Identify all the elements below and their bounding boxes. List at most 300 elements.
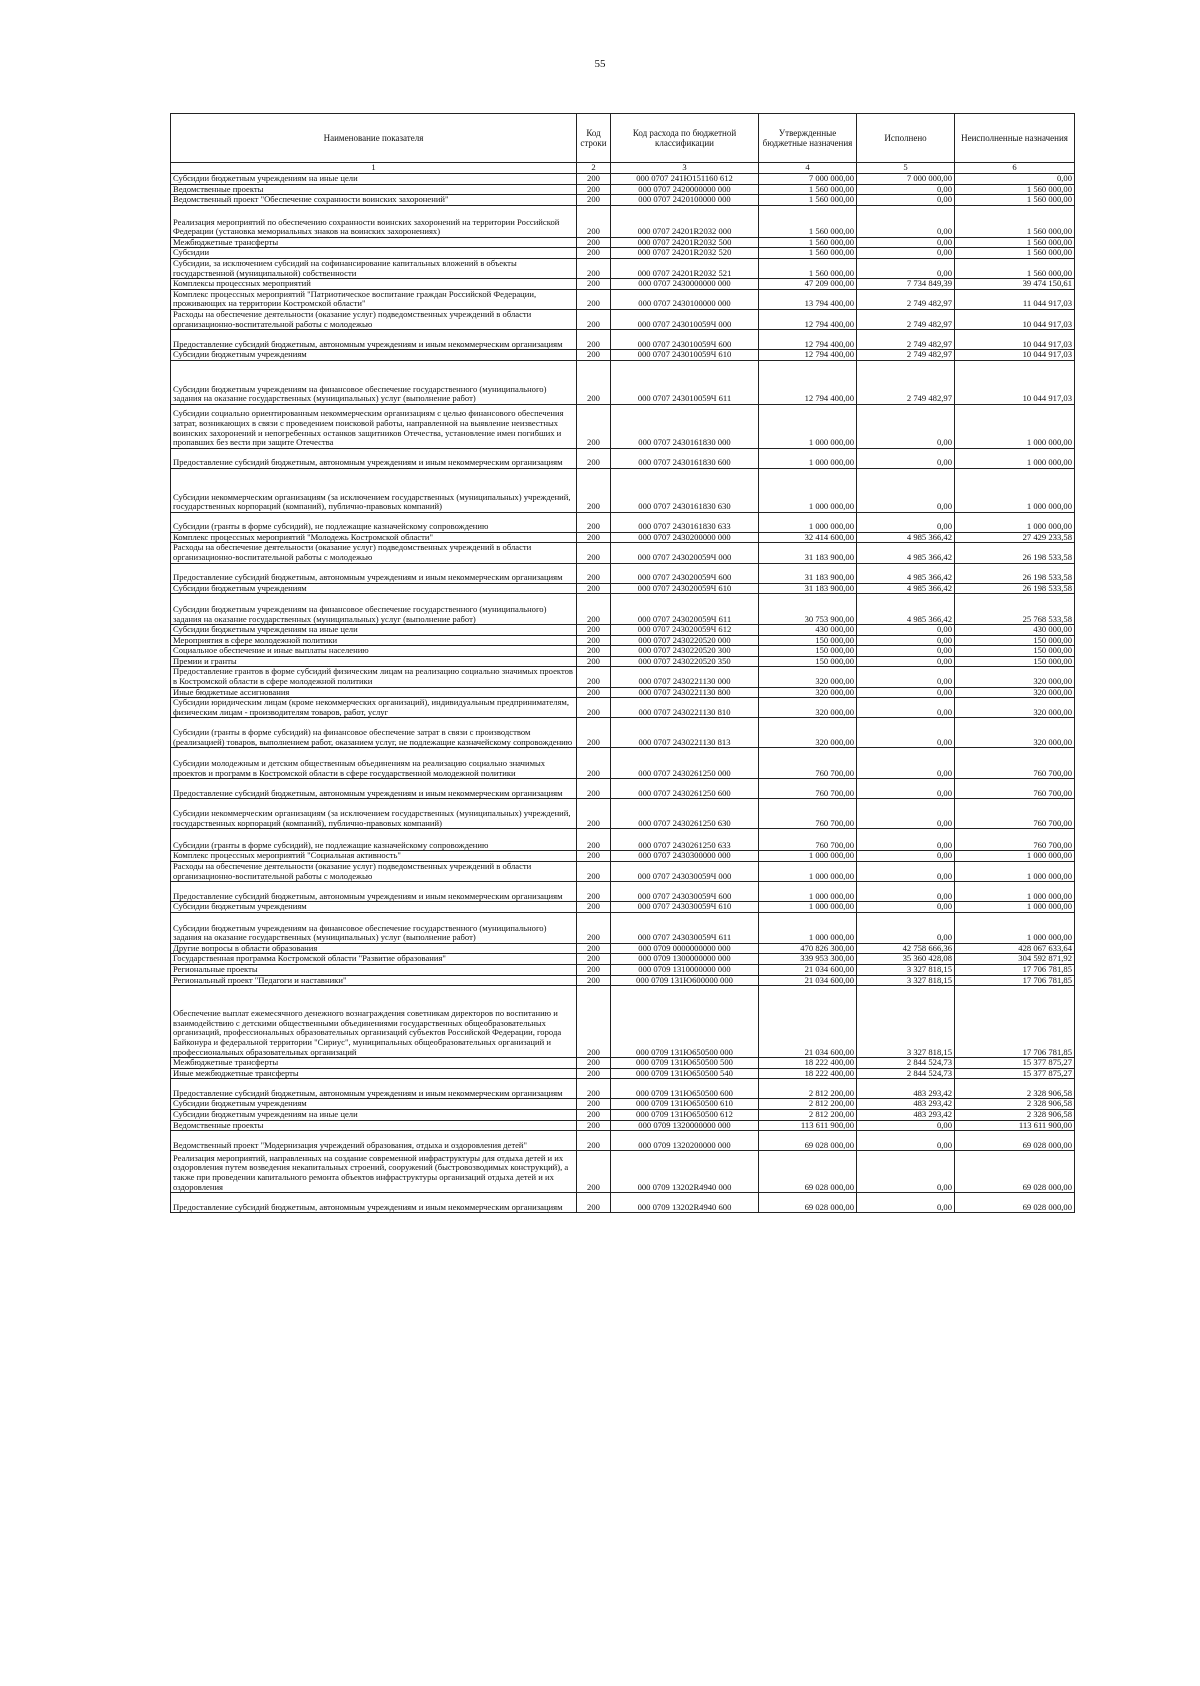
row-approved-amount: 150 000,00 bbox=[759, 656, 857, 667]
table-row bbox=[171, 195, 1075, 206]
row-approved-amount: 31 183 900,00 bbox=[759, 583, 857, 594]
row-unexecuted-amount: 760 700,00 bbox=[955, 779, 1075, 799]
row-classification-code: 000 0707 2430221130 000 bbox=[611, 667, 759, 687]
row-unexecuted-amount: 69 028 000,00 bbox=[955, 1151, 1075, 1193]
row-approved-amount: 31 183 900,00 bbox=[759, 563, 857, 583]
row-name: Предоставление субсидий бюджетным, автономным учреждениям и иным некоммерческим организациям bbox=[171, 448, 577, 468]
row-unexecuted-amount: 17 706 781,85 bbox=[955, 975, 1075, 986]
column-number: 1 bbox=[171, 163, 577, 174]
table-row bbox=[171, 350, 1075, 361]
row-executed-amount: 2 749 482,97 bbox=[857, 350, 955, 361]
row-executed-amount: 0,00 bbox=[857, 1120, 955, 1131]
table-row bbox=[171, 954, 1075, 965]
row-approved-amount: 21 034 600,00 bbox=[759, 986, 857, 1058]
row-executed-amount: 0,00 bbox=[857, 1131, 955, 1151]
row-approved-amount: 7 000 000,00 bbox=[759, 174, 857, 185]
table-row bbox=[171, 532, 1075, 543]
row-executed-amount: 4 985 366,42 bbox=[857, 594, 955, 625]
row-executed-amount: 2 749 482,97 bbox=[857, 330, 955, 350]
row-approved-amount: 2 812 200,00 bbox=[759, 1079, 857, 1099]
column-number: 6 bbox=[955, 163, 1075, 174]
row-classification-code: 000 0707 243030059Ч 610 bbox=[611, 902, 759, 913]
row-code: 200 bbox=[577, 986, 611, 1058]
table-row bbox=[171, 851, 1075, 862]
row-classification-code: 000 0709 131Ю650500 540 bbox=[611, 1068, 759, 1079]
row-approved-amount: 21 034 600,00 bbox=[759, 965, 857, 976]
row-executed-amount: 0,00 bbox=[857, 184, 955, 195]
row-classification-code: 000 0709 131Ю650500 500 bbox=[611, 1058, 759, 1069]
row-code: 200 bbox=[577, 205, 611, 237]
row-name: Субсидии бюджетным учреждениям на финансовое обеспечение государственного (муниципального) задания на оказание государственных (муниципальных) услуг (выполнение работ) bbox=[171, 912, 577, 943]
row-name: Субсидии (гранты в форме субсидий), не подлежащие казначейскому сопровождению bbox=[171, 829, 577, 851]
table-row bbox=[171, 360, 1075, 404]
row-classification-code: 000 0707 243010059Ч 610 bbox=[611, 350, 759, 361]
row-classification-code: 000 0707 2430161830 600 bbox=[611, 448, 759, 468]
row-approved-amount: 30 753 900,00 bbox=[759, 594, 857, 625]
row-approved-amount: 760 700,00 bbox=[759, 779, 857, 799]
row-unexecuted-amount: 10 044 917,03 bbox=[955, 309, 1075, 329]
row-approved-amount: 1 560 000,00 bbox=[759, 248, 857, 259]
row-executed-amount: 0,00 bbox=[857, 912, 955, 943]
header-approved: Утвержденные бюджетные назначения bbox=[759, 114, 857, 163]
row-approved-amount: 1 000 000,00 bbox=[759, 468, 857, 512]
row-approved-amount: 760 700,00 bbox=[759, 748, 857, 779]
table-row bbox=[171, 1193, 1075, 1213]
row-classification-code: 000 0707 243010059Ч 000 bbox=[611, 309, 759, 329]
column-number: 3 bbox=[611, 163, 759, 174]
table-row bbox=[171, 698, 1075, 718]
row-name: Реализация мероприятий, направленных на создание современной инфраструктуры для отдыха детей и их оздоровления путем возведения некапитальных строений, сооружений (быстровозводимых конструкций), а также при проведении капитального ремонта объектов инфраструктуры организаций отдыха детей и их оздоровления bbox=[171, 1151, 577, 1193]
row-classification-code: 000 0707 2420100000 000 bbox=[611, 195, 759, 206]
row-executed-amount: 0,00 bbox=[857, 646, 955, 657]
row-name: Комплекс процессных мероприятий "Социальная активность" bbox=[171, 851, 577, 862]
row-name: Ведомственные проекты bbox=[171, 184, 577, 195]
row-unexecuted-amount: 11 044 917,03 bbox=[955, 289, 1075, 309]
row-approved-amount: 12 794 400,00 bbox=[759, 350, 857, 361]
row-classification-code: 000 0709 131Ю600000 000 bbox=[611, 975, 759, 986]
table-row bbox=[171, 1058, 1075, 1069]
row-name: Иные бюджетные ассигнования bbox=[171, 687, 577, 698]
row-executed-amount: 0,00 bbox=[857, 404, 955, 448]
row-approved-amount: 12 794 400,00 bbox=[759, 330, 857, 350]
row-name: Субсидии бюджетным учреждениям на иные цели bbox=[171, 174, 577, 185]
row-classification-code: 000 0709 1320200000 000 bbox=[611, 1131, 759, 1151]
row-classification-code: 000 0707 243020059Ч 600 bbox=[611, 563, 759, 583]
row-classification-code: 000 0707 2430000000 000 bbox=[611, 279, 759, 290]
row-classification-code: 000 0707 243010059Ч 600 bbox=[611, 330, 759, 350]
row-approved-amount: 12 794 400,00 bbox=[759, 360, 857, 404]
row-unexecuted-amount: 1 000 000,00 bbox=[955, 512, 1075, 532]
row-executed-amount: 0,00 bbox=[857, 902, 955, 913]
table-row bbox=[171, 309, 1075, 329]
row-name: Расходы на обеспечение деятельности (оказание услуг) подведомственных учреждений в области организационно-воспитательной работы с молодежью bbox=[171, 543, 577, 563]
row-executed-amount: 0,00 bbox=[857, 195, 955, 206]
row-approved-amount: 1 000 000,00 bbox=[759, 902, 857, 913]
row-executed-amount: 0,00 bbox=[857, 667, 955, 687]
row-classification-code: 000 0709 131Ю650500 610 bbox=[611, 1099, 759, 1110]
row-unexecuted-amount: 25 768 533,58 bbox=[955, 594, 1075, 625]
row-code: 200 bbox=[577, 563, 611, 583]
row-classification-code: 000 0707 2430161830 000 bbox=[611, 404, 759, 448]
row-code: 200 bbox=[577, 1079, 611, 1099]
row-approved-amount: 47 209 000,00 bbox=[759, 279, 857, 290]
row-classification-code: 000 0707 2430221130 813 bbox=[611, 718, 759, 748]
table-row bbox=[171, 748, 1075, 779]
row-unexecuted-amount: 1 560 000,00 bbox=[955, 184, 1075, 195]
row-code: 200 bbox=[577, 975, 611, 986]
row-code: 200 bbox=[577, 309, 611, 329]
table-row bbox=[171, 258, 1075, 278]
row-name: Региональный проект "Педагоги и наставники" bbox=[171, 975, 577, 986]
row-approved-amount: 1 560 000,00 bbox=[759, 237, 857, 248]
row-approved-amount: 69 028 000,00 bbox=[759, 1151, 857, 1193]
row-unexecuted-amount: 15 377 875,27 bbox=[955, 1058, 1075, 1069]
row-unexecuted-amount: 1 560 000,00 bbox=[955, 258, 1075, 278]
row-name: Предоставление субсидий бюджетным, автономным учреждениям и иным некоммерческим организациям bbox=[171, 882, 577, 902]
table-row bbox=[171, 563, 1075, 583]
row-unexecuted-amount: 1 000 000,00 bbox=[955, 851, 1075, 862]
row-approved-amount: 2 812 200,00 bbox=[759, 1099, 857, 1110]
row-executed-amount: 0,00 bbox=[857, 258, 955, 278]
row-code: 200 bbox=[577, 1099, 611, 1110]
row-name: Премии и гранты bbox=[171, 656, 577, 667]
row-approved-amount: 1 000 000,00 bbox=[759, 851, 857, 862]
table-row bbox=[171, 330, 1075, 350]
row-executed-amount: 483 293,42 bbox=[857, 1099, 955, 1110]
table-row bbox=[171, 174, 1075, 185]
table-row bbox=[171, 667, 1075, 687]
row-name: Социальное обеспечение и иные выплаты населению bbox=[171, 646, 577, 657]
row-name: Расходы на обеспечение деятельности (оказание услуг) подведомственных учреждений в области организационно-воспитательной работы с молодежью bbox=[171, 862, 577, 882]
row-name: Ведомственный проект "Модернизация учреждений образования, отдыха и оздоровления детей" bbox=[171, 1131, 577, 1151]
row-approved-amount: 1 000 000,00 bbox=[759, 862, 857, 882]
table-row bbox=[171, 829, 1075, 851]
row-unexecuted-amount: 17 706 781,85 bbox=[955, 986, 1075, 1058]
row-name: Расходы на обеспечение деятельности (оказание услуг) подведомственных учреждений в области организационно-воспитательной работы с молодежью bbox=[171, 309, 577, 329]
row-executed-amount: 0,00 bbox=[857, 237, 955, 248]
row-code: 200 bbox=[577, 954, 611, 965]
row-code: 200 bbox=[577, 882, 611, 902]
row-executed-amount: 2 749 482,97 bbox=[857, 289, 955, 309]
row-approved-amount: 430 000,00 bbox=[759, 625, 857, 636]
row-code: 200 bbox=[577, 1068, 611, 1079]
row-name: Региональные проекты bbox=[171, 965, 577, 976]
row-unexecuted-amount: 1 000 000,00 bbox=[955, 902, 1075, 913]
row-executed-amount: 0,00 bbox=[857, 698, 955, 718]
row-name: Субсидии, за исключением субсидий на софинансирование капитальных вложений в объекты государственной (муниципальной) собственности bbox=[171, 258, 577, 278]
row-classification-code: 000 0707 2430161830 630 bbox=[611, 468, 759, 512]
row-executed-amount: 483 293,42 bbox=[857, 1079, 955, 1099]
budget-execution-table bbox=[170, 113, 1075, 1213]
row-code: 200 bbox=[577, 829, 611, 851]
row-approved-amount: 1 000 000,00 bbox=[759, 448, 857, 468]
row-classification-code: 000 0709 13202R4940 600 bbox=[611, 1193, 759, 1213]
table-row bbox=[171, 1099, 1075, 1110]
row-name: Субсидии бюджетным учреждениям на иные цели bbox=[171, 625, 577, 636]
table-row bbox=[171, 986, 1075, 1058]
row-executed-amount: 0,00 bbox=[857, 448, 955, 468]
row-code: 200 bbox=[577, 258, 611, 278]
header-unexecuted: Неисполненные назначения bbox=[955, 114, 1075, 163]
table-row bbox=[171, 1079, 1075, 1099]
row-approved-amount: 1 560 000,00 bbox=[759, 184, 857, 195]
row-unexecuted-amount: 26 198 533,58 bbox=[955, 543, 1075, 563]
table-row bbox=[171, 237, 1075, 248]
row-name: Предоставление субсидий бюджетным, автономным учреждениям и иным некоммерческим организациям bbox=[171, 330, 577, 350]
row-unexecuted-amount: 1 000 000,00 bbox=[955, 862, 1075, 882]
row-unexecuted-amount: 150 000,00 bbox=[955, 646, 1075, 657]
table-row bbox=[171, 1068, 1075, 1079]
row-unexecuted-amount: 430 000,00 bbox=[955, 625, 1075, 636]
row-executed-amount: 0,00 bbox=[857, 1193, 955, 1213]
row-code: 200 bbox=[577, 174, 611, 185]
row-executed-amount: 2 844 524,73 bbox=[857, 1068, 955, 1079]
row-executed-amount: 0,00 bbox=[857, 1151, 955, 1193]
row-code: 200 bbox=[577, 965, 611, 976]
row-executed-amount: 0,00 bbox=[857, 799, 955, 829]
row-unexecuted-amount: 1 560 000,00 bbox=[955, 195, 1075, 206]
row-classification-code: 000 0707 241Ю151160 612 bbox=[611, 174, 759, 185]
header-executed: Исполнено bbox=[857, 114, 955, 163]
row-unexecuted-amount: 10 044 917,03 bbox=[955, 350, 1075, 361]
row-approved-amount: 1 560 000,00 bbox=[759, 195, 857, 206]
row-executed-amount: 0,00 bbox=[857, 625, 955, 636]
row-unexecuted-amount: 150 000,00 bbox=[955, 635, 1075, 646]
row-name: Субсидии бюджетным учреждениям на иные цели bbox=[171, 1109, 577, 1120]
row-approved-amount: 1 000 000,00 bbox=[759, 882, 857, 902]
table-row bbox=[171, 635, 1075, 646]
row-name: Предоставление субсидий бюджетным, автономным учреждениям и иным некоммерческим организациям bbox=[171, 779, 577, 799]
row-code: 200 bbox=[577, 468, 611, 512]
row-unexecuted-amount: 1 000 000,00 bbox=[955, 468, 1075, 512]
row-code: 200 bbox=[577, 583, 611, 594]
table-row bbox=[171, 799, 1075, 829]
row-name: Субсидии бюджетным учреждениям bbox=[171, 350, 577, 361]
row-classification-code: 000 0709 1310000000 000 bbox=[611, 965, 759, 976]
row-approved-amount: 13 794 400,00 bbox=[759, 289, 857, 309]
table-row bbox=[171, 943, 1075, 954]
header-classification: Код расхода по бюджетной классификации bbox=[611, 114, 759, 163]
row-code: 200 bbox=[577, 635, 611, 646]
table-row bbox=[171, 543, 1075, 563]
row-classification-code: 000 0707 2430220520 300 bbox=[611, 646, 759, 657]
row-unexecuted-amount: 1 000 000,00 bbox=[955, 912, 1075, 943]
row-name: Мероприятия в сфере молодежной политики bbox=[171, 635, 577, 646]
row-code: 200 bbox=[577, 667, 611, 687]
row-classification-code: 000 0707 24201R2032 521 bbox=[611, 258, 759, 278]
row-executed-amount: 0,00 bbox=[857, 718, 955, 748]
row-approved-amount: 320 000,00 bbox=[759, 667, 857, 687]
table-row bbox=[171, 902, 1075, 913]
row-code: 200 bbox=[577, 902, 611, 913]
row-name: Другие вопросы в области образования bbox=[171, 943, 577, 954]
row-executed-amount: 7 734 849,39 bbox=[857, 279, 955, 290]
row-classification-code: 000 0709 1300000000 000 bbox=[611, 954, 759, 965]
table-row bbox=[171, 882, 1075, 902]
row-classification-code: 000 0709 0000000000 000 bbox=[611, 943, 759, 954]
row-executed-amount: 0,00 bbox=[857, 687, 955, 698]
row-classification-code: 000 0707 243020059Ч 612 bbox=[611, 625, 759, 636]
row-name: Межбюджетные трансферты bbox=[171, 237, 577, 248]
row-code: 200 bbox=[577, 195, 611, 206]
row-approved-amount: 69 028 000,00 bbox=[759, 1131, 857, 1151]
row-name: Обеспечение выплат ежемесячного денежного вознаграждения советникам директоров по воспитанию и взаимодействию с детскими общественными объединениями государственных общеобразовательных организаций, профессиональных образовательных организаций субъектов Российской Федерации, города Байконура и федеральной территории "Сириус", муниципальных общеобразовательных организаций и профессиональных образовательных организаций bbox=[171, 986, 577, 1058]
row-name: Ведомственный проект "Обеспечение сохранности воинских захоронений" bbox=[171, 195, 577, 206]
row-code: 200 bbox=[577, 289, 611, 309]
row-approved-amount: 12 794 400,00 bbox=[759, 309, 857, 329]
row-code: 200 bbox=[577, 248, 611, 259]
row-classification-code: 000 0707 2430220520 350 bbox=[611, 656, 759, 667]
row-unexecuted-amount: 304 592 871,92 bbox=[955, 954, 1075, 965]
row-name: Субсидии бюджетным учреждениям bbox=[171, 902, 577, 913]
row-name: Субсидии некоммерческим организациям (за исключением государственных (муниципальных) учреждений, государственных корпораций (компаний), публично-правовых компаний) bbox=[171, 799, 577, 829]
budget-execution-table-wrap bbox=[170, 113, 1074, 1213]
row-classification-code: 000 0709 13202R4940 000 bbox=[611, 1151, 759, 1193]
row-code: 200 bbox=[577, 532, 611, 543]
row-classification-code: 000 0707 2430261250 633 bbox=[611, 829, 759, 851]
row-code: 200 bbox=[577, 943, 611, 954]
table-row bbox=[171, 248, 1075, 259]
row-classification-code: 000 0707 243030059Ч 611 bbox=[611, 912, 759, 943]
row-executed-amount: 0,00 bbox=[857, 468, 955, 512]
row-executed-amount: 0,00 bbox=[857, 851, 955, 862]
row-executed-amount: 2 749 482,97 bbox=[857, 360, 955, 404]
row-classification-code: 000 0709 131Ю650500 600 bbox=[611, 1079, 759, 1099]
row-name: Субсидии молодежным и детским общественным объединениям на реализацию социально значимых проектов и программ в Костромской области в сфере государственной молодежной политики bbox=[171, 748, 577, 779]
row-classification-code: 000 0707 243010059Ч 611 bbox=[611, 360, 759, 404]
row-code: 200 bbox=[577, 184, 611, 195]
table-row bbox=[171, 468, 1075, 512]
row-code: 200 bbox=[577, 1193, 611, 1213]
row-executed-amount: 0,00 bbox=[857, 512, 955, 532]
row-classification-code: 000 0707 243030059Ч 600 bbox=[611, 882, 759, 902]
row-name: Субсидии бюджетным учреждениям на финансовое обеспечение государственного (муниципального) задания на оказание государственных (муниципальных) услуг (выполнение работ) bbox=[171, 360, 577, 404]
row-unexecuted-amount: 1 000 000,00 bbox=[955, 404, 1075, 448]
table-row bbox=[171, 404, 1075, 448]
table-row bbox=[171, 184, 1075, 195]
row-approved-amount: 1 000 000,00 bbox=[759, 912, 857, 943]
row-classification-code: 000 0709 131Ю650500 612 bbox=[611, 1109, 759, 1120]
header-name: Наименование показателя bbox=[171, 114, 577, 163]
row-executed-amount: 0,00 bbox=[857, 635, 955, 646]
row-approved-amount: 320 000,00 bbox=[759, 698, 857, 718]
row-classification-code: 000 0707 243020059Ч 610 bbox=[611, 583, 759, 594]
row-code: 200 bbox=[577, 543, 611, 563]
row-classification-code: 000 0707 2430261250 000 bbox=[611, 748, 759, 779]
row-executed-amount: 35 360 428,08 bbox=[857, 954, 955, 965]
row-approved-amount: 470 826 300,00 bbox=[759, 943, 857, 954]
row-name: Предоставление грантов в форме субсидий физическим лицам на реализацию социально значимых проектов в Костромской области в сфере молодежной политики bbox=[171, 667, 577, 687]
row-executed-amount: 0,00 bbox=[857, 748, 955, 779]
row-code: 200 bbox=[577, 779, 611, 799]
row-classification-code: 000 0707 2430100000 000 bbox=[611, 289, 759, 309]
row-approved-amount: 32 414 600,00 bbox=[759, 532, 857, 543]
table-row bbox=[171, 718, 1075, 748]
row-name: Субсидии бюджетным учреждениям на финансовое обеспечение государственного (муниципального) задания на оказание государственных (муниципальных) услуг (выполнение работ) bbox=[171, 594, 577, 625]
row-unexecuted-amount: 1 000 000,00 bbox=[955, 882, 1075, 902]
table-body bbox=[171, 174, 1075, 1213]
row-unexecuted-amount: 320 000,00 bbox=[955, 687, 1075, 698]
row-approved-amount: 1 000 000,00 bbox=[759, 512, 857, 532]
row-classification-code: 000 0707 2430221130 800 bbox=[611, 687, 759, 698]
row-unexecuted-amount: 428 067 633,64 bbox=[955, 943, 1075, 954]
row-name: Государственная программа Костромской области "Развитие образования" bbox=[171, 954, 577, 965]
row-code: 200 bbox=[577, 1131, 611, 1151]
row-executed-amount: 483 293,42 bbox=[857, 1109, 955, 1120]
row-classification-code: 000 0707 24201R2032 500 bbox=[611, 237, 759, 248]
table-row bbox=[171, 1131, 1075, 1151]
row-unexecuted-amount: 320 000,00 bbox=[955, 698, 1075, 718]
row-approved-amount: 31 183 900,00 bbox=[759, 543, 857, 563]
table-row bbox=[171, 594, 1075, 625]
row-executed-amount: 7 000 000,00 bbox=[857, 174, 955, 185]
header-row-code: Код строки bbox=[577, 114, 611, 163]
row-code: 200 bbox=[577, 512, 611, 532]
row-executed-amount: 2 844 524,73 bbox=[857, 1058, 955, 1069]
row-code: 200 bbox=[577, 748, 611, 779]
column-number: 2 bbox=[577, 163, 611, 174]
table-row bbox=[171, 583, 1075, 594]
row-approved-amount: 1 560 000,00 bbox=[759, 205, 857, 237]
column-number: 4 bbox=[759, 163, 857, 174]
row-executed-amount: 2 749 482,97 bbox=[857, 309, 955, 329]
row-name: Предоставление субсидий бюджетным, автономным учреждениям и иным некоммерческим организациям bbox=[171, 1079, 577, 1099]
row-code: 200 bbox=[577, 594, 611, 625]
row-executed-amount: 4 985 366,42 bbox=[857, 583, 955, 594]
row-classification-code: 000 0707 2430161830 633 bbox=[611, 512, 759, 532]
row-unexecuted-amount: 10 044 917,03 bbox=[955, 360, 1075, 404]
table-row bbox=[171, 656, 1075, 667]
row-name: Субсидии некоммерческим организациям (за исключением государственных (муниципальных) учреждений, государственных корпораций (компаний), публично-правовых компаний) bbox=[171, 468, 577, 512]
row-code: 200 bbox=[577, 404, 611, 448]
row-code: 200 bbox=[577, 1120, 611, 1131]
row-unexecuted-amount: 150 000,00 bbox=[955, 656, 1075, 667]
table-row bbox=[171, 205, 1075, 237]
row-classification-code: 000 0707 2430200000 000 bbox=[611, 532, 759, 543]
header-row bbox=[171, 114, 1075, 163]
row-code: 200 bbox=[577, 687, 611, 698]
row-unexecuted-amount: 320 000,00 bbox=[955, 667, 1075, 687]
row-executed-amount: 0,00 bbox=[857, 656, 955, 667]
row-classification-code: 000 0709 1320000000 000 bbox=[611, 1120, 759, 1131]
row-classification-code: 000 0707 2430221130 810 bbox=[611, 698, 759, 718]
row-classification-code: 000 0707 2430220520 000 bbox=[611, 635, 759, 646]
row-name: Комплексы процессных мероприятий bbox=[171, 279, 577, 290]
row-approved-amount: 150 000,00 bbox=[759, 635, 857, 646]
row-approved-amount: 760 700,00 bbox=[759, 829, 857, 851]
row-name: Предоставление субсидий бюджетным, автономным учреждениям и иным некоммерческим организациям bbox=[171, 1193, 577, 1213]
row-unexecuted-amount: 760 700,00 bbox=[955, 799, 1075, 829]
row-code: 200 bbox=[577, 718, 611, 748]
row-name: Субсидии (гранты в форме субсидий) на финансовое обеспечение затрат в связи с производством (реализацией) товаров, выполнением работ, оказанием услуг, не подлежащие казначейскому сопровождению bbox=[171, 718, 577, 748]
row-name: Субсидии bbox=[171, 248, 577, 259]
table-row bbox=[171, 687, 1075, 698]
row-unexecuted-amount: 27 429 233,58 bbox=[955, 532, 1075, 543]
row-executed-amount: 0,00 bbox=[857, 882, 955, 902]
row-name: Ведомственные проекты bbox=[171, 1120, 577, 1131]
table-row bbox=[171, 1109, 1075, 1120]
row-approved-amount: 1 560 000,00 bbox=[759, 258, 857, 278]
column-number: 5 bbox=[857, 163, 955, 174]
row-code: 200 bbox=[577, 1151, 611, 1193]
row-code: 200 bbox=[577, 625, 611, 636]
table-row bbox=[171, 289, 1075, 309]
row-unexecuted-amount: 0,00 bbox=[955, 174, 1075, 185]
row-unexecuted-amount: 760 700,00 bbox=[955, 829, 1075, 851]
row-code: 200 bbox=[577, 237, 611, 248]
row-unexecuted-amount: 2 328 906,58 bbox=[955, 1099, 1075, 1110]
row-code: 200 bbox=[577, 1058, 611, 1069]
